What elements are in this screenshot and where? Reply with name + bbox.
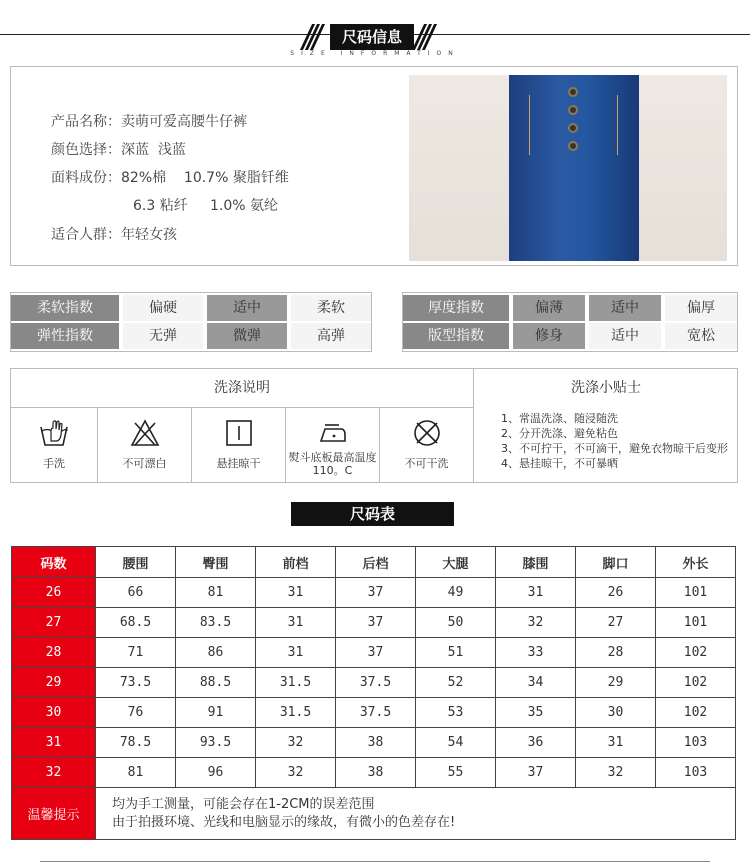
hang-dry-icon [223,417,255,449]
iron-icon [317,417,349,449]
size-cell: 28 [12,638,96,668]
header-cell: 大腿 [416,547,496,578]
table-row [12,608,736,638]
table-cell: 49 [416,578,496,608]
index-option-selected: 适中 [589,295,661,321]
table-cell: 50 [416,608,496,638]
table-cell: 31 [256,608,336,638]
size-cell: 31 [12,728,96,758]
index-label-thickness: 厚度指数 [403,295,509,321]
product-color: 颜色选择：深蓝 浅蓝 [51,142,186,158]
table-cell: 27 [576,608,656,638]
table-cell: 52 [416,668,496,698]
table-cell: 38 [336,758,416,788]
page-subtitle: SIZE INFORMATION [290,50,460,57]
table-cell: 37.5 [336,668,416,698]
wash-tips-list [501,411,728,471]
wash-tip: 4、悬挂晾干，不可暴晒 [501,457,618,470]
index-label-softness: 柔软指数 [11,295,119,321]
table-cell: 51 [416,638,496,668]
table-cell: 54 [416,728,496,758]
wash-item-label: 不可漂白 [122,457,167,470]
table-cell: 28 [576,638,656,668]
size-table-title: 尺码表 [291,502,454,526]
decor-stripes-left [306,24,326,50]
page-title: 尺码信息 [330,24,414,50]
table-cell: 93.5 [176,728,256,758]
wash-item-hand-wash [11,409,97,481]
table-cell: 66 [96,578,176,608]
header-cell: 腰围 [96,547,176,578]
index-option-selected: 适中 [207,295,287,321]
table-cell: 38 [336,728,416,758]
table-cell: 34 [496,668,576,698]
wash-item-hang-dry [192,409,285,481]
table-cell: 32 [256,728,336,758]
index-option: 偏厚 [665,295,737,321]
size-table-header [12,547,736,578]
section-header [0,0,750,64]
header-cell: 外长 [656,547,736,578]
note-line: 由于拍摄环境、光线和电脑显示的缘故，有微小的色差存在! [112,814,456,830]
table-cell: 78.5 [96,728,176,758]
table-cell: 31 [576,728,656,758]
table-cell: 55 [416,758,496,788]
size-cell: 27 [12,608,96,638]
header-cell: 码数 [12,547,96,578]
table-cell: 29 [576,668,656,698]
size-cell: 32 [12,758,96,788]
table-cell: 71 [96,638,176,668]
table-cell: 37 [336,608,416,638]
header-cell: 脚口 [576,547,656,578]
size-cell: 30 [12,698,96,728]
wash-item-no-dry-clean [380,409,473,481]
table-row [12,578,736,608]
table-cell: 102 [656,698,736,728]
wash-item-label: 手洗 [43,457,65,470]
table-cell: 36 [496,728,576,758]
product-fabric-1: 面料成份：82%棉 10.7% 聚脂钎维 [51,170,289,186]
index-label-fit: 版型指数 [403,323,509,349]
table-cell: 81 [176,578,256,608]
wash-item-label: 不可干洗 [404,457,449,470]
table-cell: 101 [656,608,736,638]
wash-section-divider [473,369,474,482]
size-cell: 29 [12,668,96,698]
header-cell: 后档 [336,547,416,578]
table-cell: 83.5 [176,608,256,638]
table-cell: 31 [496,578,576,608]
table-cell: 101 [656,578,736,608]
index-option: 柔软 [291,295,371,321]
index-option: 无弹 [123,323,203,349]
table-cell: 88.5 [176,668,256,698]
wash-instructions-panel [10,368,738,483]
product-info-panel [10,66,738,266]
table-cell: 37 [336,578,416,608]
table-cell: 102 [656,638,736,668]
table-cell: 30 [576,698,656,728]
table-cell: 37.5 [336,698,416,728]
header-cell: 膝围 [496,547,576,578]
wash-tip: 1、常温洗涤、随浸随洗 [501,412,618,425]
note-text [96,788,736,840]
table-cell: 76 [96,698,176,728]
table-cell: 103 [656,758,736,788]
wash-item-no-bleach [98,409,191,481]
wash-tips-title: 洗涤小贴士 [571,380,641,396]
table-cell: 37 [496,758,576,788]
table-cell: 31 [256,638,336,668]
wash-item-iron [286,409,379,481]
table-row [12,698,736,728]
wash-tip: 3、不可拧干，不可滴干，避免衣物晾干后变形 [501,442,728,455]
no-bleach-icon [129,417,161,449]
table-cell: 33 [496,638,576,668]
table-cell: 96 [176,758,256,788]
product-name: 产品名称：卖萌可爱高腰牛仔裤 [51,114,247,130]
product-fabric-2: 6.3 粘纤 1.0% 氨纶 [133,198,278,214]
table-cell: 86 [176,638,256,668]
hand-wash-icon [38,417,70,449]
wash-divider [11,407,473,408]
table-row [12,728,736,758]
table-cell: 35 [496,698,576,728]
table-cell: 73.5 [96,668,176,698]
table-row [12,758,736,788]
size-table [11,546,736,840]
index-option: 偏硬 [123,295,203,321]
index-option-selected: 微弹 [207,323,287,349]
table-cell: 68.5 [96,608,176,638]
note-label: 温馨提示 [12,788,96,840]
table-row [12,668,736,698]
size-cell: 26 [12,578,96,608]
decor-stripes-right [418,24,438,50]
product-photo [409,75,727,261]
no-dry-clean-icon [411,417,443,449]
index-option: 高弹 [291,323,371,349]
table-cell: 31.5 [256,698,336,728]
wash-title: 洗涤说明 [214,380,270,396]
table-row [12,638,736,668]
wash-tip: 2、分开洗涤、避免粘色 [501,427,618,440]
table-cell: 32 [576,758,656,788]
table-cell: 26 [576,578,656,608]
table-cell: 31.5 [256,668,336,698]
table-cell: 53 [416,698,496,728]
index-option-selected: 偏薄 [513,295,585,321]
table-cell: 32 [256,758,336,788]
table-cell: 81 [96,758,176,788]
note-row [12,788,736,840]
table-cell: 91 [176,698,256,728]
jeans-illustration [509,75,639,261]
product-audience: 适合人群：年轻女孩 [51,227,177,243]
header-cell: 前档 [256,547,336,578]
table-cell: 37 [336,638,416,668]
index-option: 适中 [589,323,661,349]
fabric-index-left [10,292,372,352]
index-option: 宽松 [665,323,737,349]
table-cell: 102 [656,668,736,698]
index-option-selected: 修身 [513,323,585,349]
table-cell: 32 [496,608,576,638]
table-cell: 31 [256,578,336,608]
header-cell: 臀围 [176,547,256,578]
index-label-elasticity: 弹性指数 [11,323,119,349]
wash-item-label: 熨斗底板最高温度110。C [288,451,377,477]
table-cell: 103 [656,728,736,758]
bottom-divider [40,861,710,862]
note-line: 均为手工测量，可能会存在1-2CM的误差范围 [112,796,375,812]
fabric-index-right [402,292,738,352]
wash-item-label: 悬挂晾干 [216,457,261,470]
